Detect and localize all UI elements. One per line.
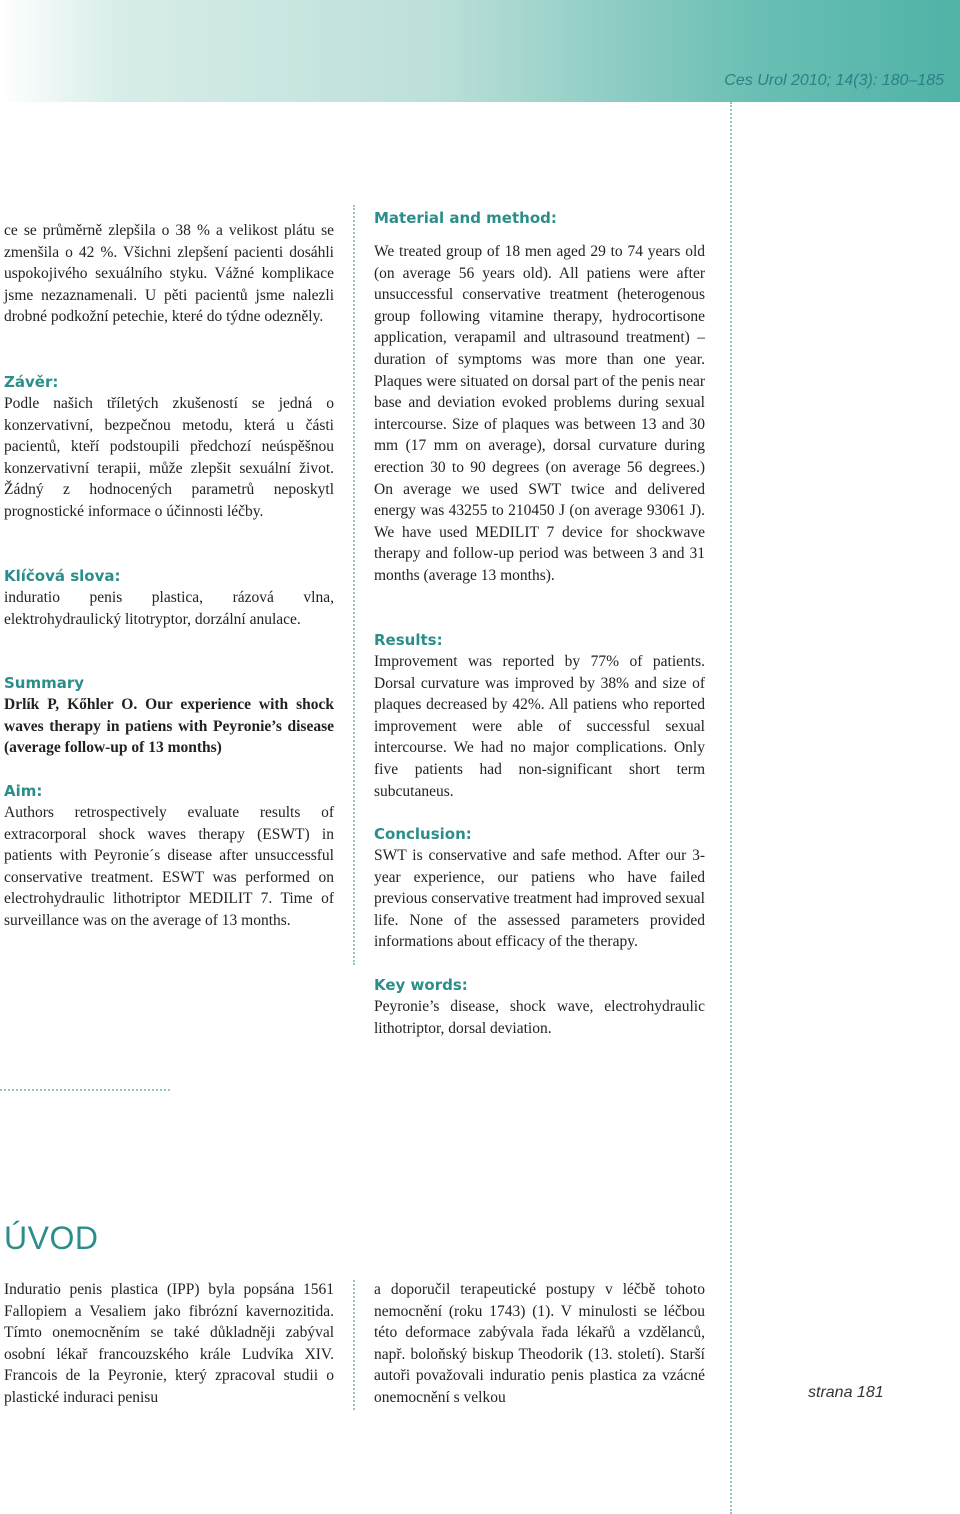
- conclusion-text: SWT is conservative and safe method. After our 3-year experience, our patiens who have failed previous conservative treatment had improved sexual life. None of the assessed parameters provided informations about efficacy of the therapy.: [374, 847, 705, 951]
- results-section: [374, 630, 705, 802]
- uvod-left-text: Induratio penis plastica (IPP) byla popsána 1561 Fallopiem a Vesaliem jako fibrózní kavernozitida. Tímto onemocněním se také důkladněji zabýval osobní lékař francouzského krále Ludvíka XIV. Francois de la Peyronie, který zpracoval studii o plastické induraci penisu: [4, 1281, 334, 1406]
- results-text: Improvement was reported by 77% of patients. Dorsal curvature was improved by 38% and size of plaques decreased by 42%. All patiens who reported improvement were able of successful sexual intercourse. We had no major complications. Only five patients had non-significant short term subcutaneus.: [374, 653, 705, 800]
- aim-text: Authors retrospectively evaluate results of extracorporal shock waves therapy (ESWT) in patients with Peyronie´s disease after unsuccessful conservative treatment. ESWT was performed on electrohydraulic lithotriptor MEDILIT 7. Time of surveillance was on the average of 13 months.: [4, 804, 334, 929]
- column-divider-top: [353, 205, 355, 965]
- page-number: strana 181: [808, 1384, 884, 1401]
- summary-authors: Drlík P, Kőhler O.: [4, 696, 138, 713]
- zaver-section: [4, 372, 334, 523]
- margin-divider: [730, 102, 960, 1514]
- section-divider: [0, 1089, 170, 1091]
- keywords-heading: Key words:: [374, 976, 468, 994]
- conclusion-section: [374, 824, 705, 953]
- results-heading: Results:: [374, 631, 443, 649]
- klicova-section: [4, 566, 334, 630]
- uvod-right-text: a doporučil terapeutické postupy v léčbě tohoto nemocnění (roku 1743) (1). V minulosti se léčbou této deformace zabývala řada lékařů a vzdělanců, např. boloňský biskup Theodorik (13. století). Starší autoři považovali induratio penis plastica za vzácné onemocnění s velkou: [374, 1281, 705, 1406]
- aim-heading: Aim:: [4, 782, 43, 800]
- summary-title: Our experience with shock waves therapy in patiens with Peyronie’s disease (average follow-up of 13 months): [4, 696, 335, 757]
- klicova-text: induratio penis plastica, rázová vlna, elektrohydraulický litotryptor, dorzální anulace.: [4, 589, 334, 628]
- journal-reference: Ces Urol 2010; 14(3): 180–185: [724, 72, 944, 89]
- material-heading: Material and method:: [374, 209, 557, 227]
- uvod-left: [4, 1279, 334, 1409]
- summary-heading: Summary: [4, 674, 85, 692]
- zaver-heading: Závěr:: [4, 373, 59, 391]
- uvod-right: [374, 1279, 705, 1409]
- left-column: [4, 220, 334, 328]
- zaver-text: Podle našich tříletých zkušeností se jedná o konzervativní, bezpečnou metodu, která u části pacientů, kteří podstoupili předchozí neúspěšnou konzervativní terapii, může zlepšit sexuální život. Žádný z hodnocených parametrů neposkytl prognostické informace o účinnosti léčby.: [4, 395, 334, 520]
- material-text: We treated group of 18 men aged 29 to 74 years old (on average 56 years old). All patiens were after unsuccessful conservative treatment (heterogenous group following vitamine therapy, hydrocortisone application, verapamil and ultrasound treatment) – duration of symptoms was more than one year. Plaques were situated on dorsal part of the penis near base and deviation evoked problems during sexual intercourse. Size of plaques was between 13 and 30 mm (17 mm on average), dorsal curvature during erection 30 to 90 degrees (on average 56 degrees.) On average we used SWT twice and delivered energy was 43255 to 210450 J (on average 93061 J). We have used MEDILIT 7 device for shockwave therapy and follow-up period was between 3 and 31 months (average 13 months).: [374, 243, 705, 584]
- intro-paragraph: ce se průměrně zlepšila o 38 % a velikost plátu se zmenšila o 42 %. Všichni zlepšení pacienti dosáhli uspokojivého sexuálního styku. Vážné komplikace jsme nezaznamenali. U pěti pacientů jsme nalezli drobné podkožní petechie, které do týdne odezněly.: [4, 222, 334, 326]
- summary-title-block: [4, 694, 334, 759]
- conclusion-heading: Conclusion:: [374, 825, 472, 843]
- klicova-heading: Klíčová slova:: [4, 567, 121, 585]
- uvod-heading: ÚVOD: [4, 1220, 99, 1256]
- column-divider-bottom: [353, 1280, 355, 1410]
- summary-section: [4, 673, 334, 759]
- keywords-section: [374, 975, 705, 1039]
- aim-section: [4, 781, 334, 932]
- keywords-text: Peyronie’s disease, shock wave, electrohydraulic lithotriptor, dorsal deviation.: [374, 998, 705, 1037]
- material-section: [374, 208, 705, 587]
